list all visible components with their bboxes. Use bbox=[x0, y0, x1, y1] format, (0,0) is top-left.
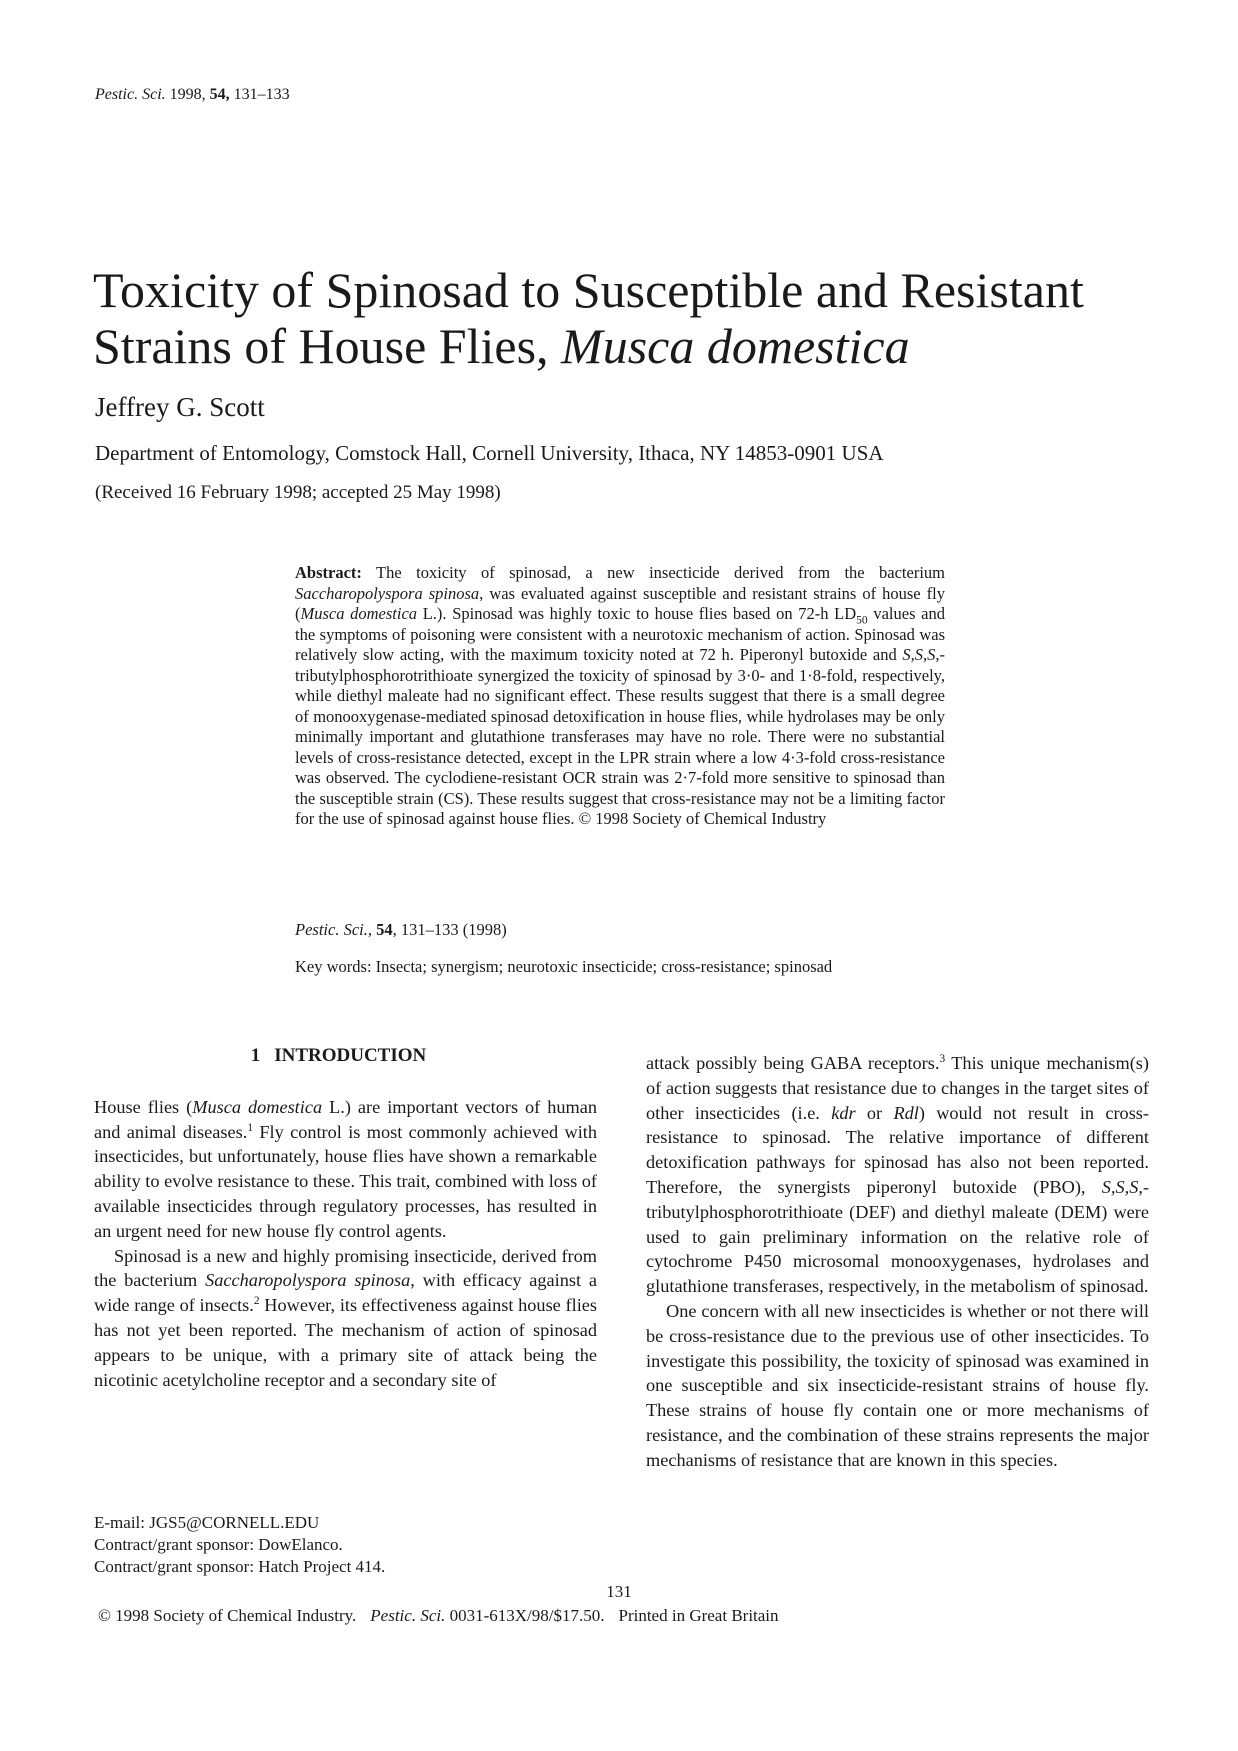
abstract-text: -tributylphosphorotrithioate synergized the toxicity of spinosad by 3·0- and 1·8-fold, respectively, while diethyl maleate had no significant effect. These results suggest that there is a small degree of monooxygenase-mediated spinosad detoxification in house flies, while hydrolases may be only minimally important and glutathione transferases may have no role. There were no substantial levels of cross-resistance detected, except in the LPR strain where a low 4·3-fold cross-resistance was observed. The cyclodiene-resistant OCR strain was 2·7-fold more sensitive to spinosad than the susceptible strain (CS). These results suggest that cross-resistance may not be a limiting factor for the use of spinosad against house flies. © 1998 Society of Chemical Industry bbox=[295, 645, 945, 828]
text: House flies ( bbox=[94, 1096, 193, 1117]
section-number: 1 bbox=[250, 1045, 261, 1066]
received-dates: (Received 16 February 1998; accepted 25 May 1998) bbox=[95, 482, 501, 503]
article-title bbox=[93, 262, 1173, 374]
author-affiliation: Department of Entomology, Comstock Hall, Cornell University, Ithaca, NY 14853-0901 USA bbox=[95, 441, 884, 465]
abstract-text: The toxicity of spinosad, a new insecticide derived from the bacterium bbox=[376, 563, 946, 582]
keywords: Key words: Insecta; synergism; neurotoxic insecticide; cross-resistance; spinosad bbox=[295, 957, 833, 976]
title-line-2: Strains of House Flies, bbox=[93, 318, 549, 374]
gene-name: Rdl bbox=[893, 1102, 919, 1123]
text: Spinosad is a new and highly promising insecticide, derived from the bacterium bbox=[94, 1245, 597, 1291]
text: attack possibly being GABA receptors. bbox=[646, 1053, 940, 1073]
page-number: 131 bbox=[606, 1582, 632, 1601]
footer-copyright: © 1998 Society of Chemical Industry. bbox=[98, 1606, 357, 1625]
text: ) would not result in cross-resistance to spinosad. The relative importance of different detoxification pathways for spinosad has also not been reported. Therefore, the synergists piperonyl butoxide (PBO), bbox=[646, 1102, 1150, 1197]
citation-journal: Pestic. Sci. bbox=[295, 920, 368, 939]
reference-marker: 3 bbox=[939, 1052, 946, 1065]
abstract-label: Abstract: bbox=[295, 563, 362, 582]
paragraph bbox=[94, 1095, 597, 1244]
abstract-text: L.). Spinosad was highly toxic to house flies based on 72-h LD bbox=[417, 604, 857, 623]
text: This unique mechanism(s) of action suggests that resistance due to changes in the target sites of other insecticides (i.e. bbox=[646, 1053, 1150, 1123]
page-footer bbox=[98, 1606, 793, 1626]
reference-marker: 2 bbox=[253, 1295, 260, 1308]
abstract-subscript: 50 bbox=[856, 614, 868, 627]
gene-name: kdr bbox=[831, 1102, 856, 1123]
journal-year: 1998, bbox=[169, 86, 206, 103]
text: , with efficacy against a wide range of insects. bbox=[94, 1270, 597, 1316]
title-line-1: Toxicity of Spinosad to Susceptible and Resistant bbox=[93, 262, 1084, 318]
author-name: Jeffrey G. Scott bbox=[95, 392, 265, 422]
abstract-species: Musca domestica bbox=[300, 604, 418, 623]
footer-issn: 0031-613X/98/$17.50. bbox=[445, 1606, 605, 1625]
paragraph bbox=[646, 1051, 1149, 1299]
citation-volume: 54 bbox=[376, 920, 393, 939]
footer-printed: Printed in Great Britain bbox=[618, 1606, 779, 1625]
text: However, its effectiveness against house flies has not yet been reported. The mechanism of action of spinosad appears to be unique, with a primary site of attack being the nicotinic acetylcholine receptor and a secondary site of bbox=[94, 1295, 597, 1390]
left-column bbox=[94, 1044, 597, 1392]
journal-name: Pestic. Sci. bbox=[95, 86, 166, 103]
species: Saccharopolyspora spinosa bbox=[205, 1270, 411, 1291]
abstract-citation bbox=[295, 920, 507, 940]
title-species: Musca domestica bbox=[561, 318, 910, 374]
journal-reference bbox=[95, 86, 290, 104]
section-heading bbox=[94, 1044, 597, 1069]
text: Fly control is most commonly achieved with insecticides, but unfortunately, house flies have shown a remarkable ability to evolve resistance to these. This trait, combined with loss of available insecticides through regulatory processes, has resulted in an urgent need for new house fly control agents. bbox=[94, 1121, 598, 1241]
citation-sep: , bbox=[367, 920, 377, 939]
footer-journal: Pestic. Sci. bbox=[370, 1606, 446, 1625]
email: E-mail: JGS5@CORNELL.EDU bbox=[94, 1513, 320, 1532]
text: or bbox=[855, 1102, 894, 1123]
text: L.) are important vectors of human and animal diseases. bbox=[94, 1096, 598, 1142]
journal-volume: 54, bbox=[209, 86, 230, 103]
abstract bbox=[295, 563, 945, 830]
grant-sponsor: Contract/grant sponsor: Hatch Project 414. bbox=[94, 1557, 386, 1576]
text: -tributylphosphorotrithioate (DEF) and diethyl maleate (DEM) were used to gain preliminary information on the relative role of cytochrome P450 microsomal monooxygenases, hydrolases and glutathione transferases, respectively, in the metabolism of spinosad. bbox=[646, 1176, 1149, 1297]
footnotes bbox=[94, 1512, 385, 1578]
reference-marker: 1 bbox=[247, 1121, 253, 1134]
grant-sponsor: Contract/grant sponsor: DowElanco. bbox=[94, 1535, 343, 1554]
abstract-species: Saccharopolyspora spinosa bbox=[295, 583, 480, 603]
citation-pages: , 131–133 (1998) bbox=[392, 920, 507, 939]
abstract-text: , was evaluated against susceptible and resistant strains of house fly ( bbox=[295, 583, 945, 623]
paragraph bbox=[94, 1244, 597, 1393]
right-column bbox=[646, 1051, 1149, 1473]
abstract-text: values and the symptoms of poisoning were consistent with a neurotoxic mechanism of action. Spinosad was relatively slow acting, with the maximum toxicity noted at 72 h. Piperonyl butoxide and bbox=[295, 604, 945, 664]
journal-pages: 131–133 bbox=[233, 86, 290, 103]
paragraph: One concern with all new insecticides is whether or not there will be cross-resistance due to the previous use of other insecticides. To investigate this possibility, the toxicity of spinosad was examined in one susceptible and six insecticide-resistant strains of house fly. These strains of house fly contain one or more mechanisms of resistance, and the combination of these strains represents the major mechanisms of resistance that are known in this species. bbox=[646, 1300, 1149, 1470]
section-title: INTRODUCTION bbox=[274, 1045, 427, 1066]
species: Musca domestica bbox=[192, 1096, 323, 1117]
abstract-chemical: S,S,S, bbox=[902, 645, 940, 664]
chemical: S,S,S, bbox=[1101, 1176, 1143, 1197]
